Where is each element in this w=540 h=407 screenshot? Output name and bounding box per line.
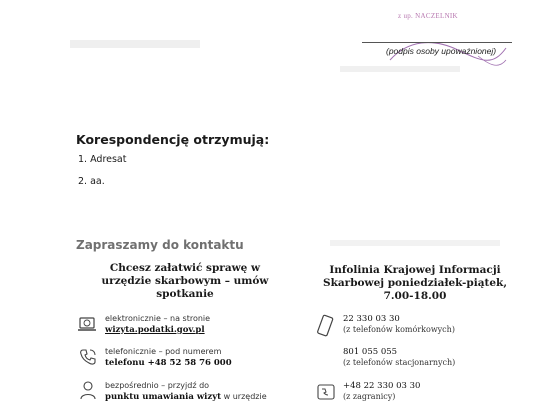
hotline-number: 801 055 055: [343, 347, 398, 357]
hotline-title: [310, 264, 520, 303]
appointment-point-label: punktu umawiania wizyt: [105, 391, 222, 402]
hotline-note: (z telefonów komórkowych): [343, 324, 455, 334]
ghost-text: [340, 66, 460, 72]
office-phone-number: telefonu +48 52 58 76 000: [105, 357, 232, 368]
stamp-text: z up. NACZELNIK: [398, 12, 458, 20]
signature-caption: (podpis osoby upoważnionej): [386, 46, 497, 56]
hotline-mobile: [343, 314, 455, 335]
appointment-title-line: spotkanie: [156, 288, 214, 300]
hotline-title-line: Infolinia Krajowej Informacji: [329, 264, 501, 276]
inperson-contact: [105, 381, 267, 402]
hotline-title-line: Skarbowej poniedziałek-piątek,: [323, 277, 507, 289]
appointment-title-line: Chcesz załatwić sprawę w: [109, 262, 261, 274]
contact-heading: Zapraszamy do kontaktu: [76, 238, 244, 252]
appointment-title: [100, 262, 270, 301]
hotline-number: +48 22 330 03 30: [343, 381, 421, 391]
phone-contact: [105, 347, 232, 368]
correspondence-heading: Korespondencję otrzymują:: [76, 132, 270, 147]
hotline-abroad: [343, 381, 420, 402]
hotline-title-line: 7.00-18.00: [383, 290, 447, 302]
mobile-phone-icon: [316, 314, 334, 338]
ghost-text: [70, 40, 200, 48]
online-contact: [105, 314, 210, 335]
online-contact-text: elektronicznie – na stronie: [105, 314, 211, 323]
inperson-contact-rest: w urzędzie: [221, 391, 267, 401]
laptop-icon: [77, 314, 97, 334]
inperson-contact-text: bezpośrednio – przyjdź do: [105, 381, 210, 390]
international-phone-icon: [316, 382, 336, 402]
hotline-note: (z telefonów stacjonarnych): [343, 357, 456, 367]
recipient-item: 2. aa.: [78, 176, 105, 187]
hotline-number: 22 330 03 30: [343, 314, 400, 324]
ghost-text: [330, 240, 500, 246]
person-icon: [78, 380, 98, 400]
hotline-note: (z zagranicy): [343, 391, 396, 401]
appointment-title-line: urzędzie skarbowym – umów: [101, 275, 269, 287]
phone-contact-text: telefonicznie – pod numerem: [105, 347, 222, 356]
phone-icon: [78, 347, 98, 367]
appointment-website-link[interactable]: wizyta.podatki.gov.pl: [105, 324, 205, 335]
signature-line: [362, 42, 512, 43]
recipient-item: 1. Adresat: [78, 154, 127, 165]
hotline-landline: [343, 347, 455, 368]
